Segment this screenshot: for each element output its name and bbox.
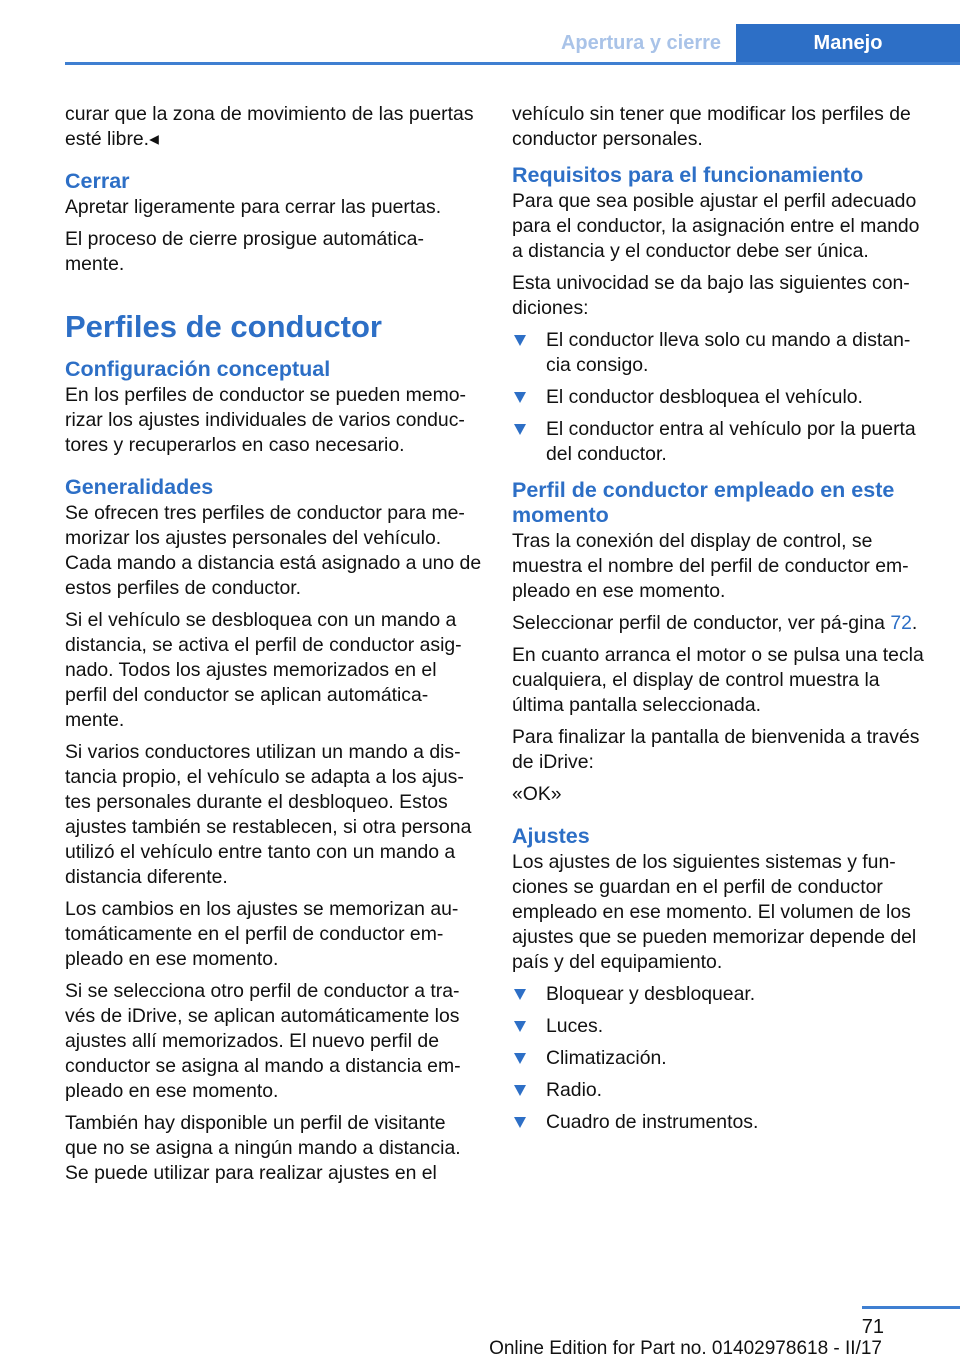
left-column bbox=[65, 102, 483, 1193]
generalidades-paragraph-2: Si el vehículo se desbloquea con un mando a distancia, se activa el perfil de conductor asig-nado. Todos los ajustes memorizados en el perfil del conductor se aplican automática-mente. bbox=[65, 609, 462, 731]
heading-cerrar: Cerrar bbox=[65, 169, 130, 193]
perfil-actual-paragraph-3: En cuanto arranca el motor o se pulsa una tecla cualquiera, el display de control muestra la última pantalla seleccionada. bbox=[512, 644, 924, 716]
edition-footer: Online Edition for Part no. 01402978618 - II/17 bbox=[489, 1338, 882, 1359]
heading-generalidades: Generalidades bbox=[65, 475, 214, 499]
requisitos-list bbox=[512, 328, 930, 467]
right-column bbox=[512, 102, 930, 1142]
heading-requisitos: Requisitos para el funcionamiento bbox=[512, 163, 864, 187]
list-item: El conductor lleva solo cu mando a distan-cia consigo. bbox=[512, 328, 930, 378]
ajustes-list bbox=[512, 982, 930, 1135]
list-item: El conductor desbloquea el vehículo. bbox=[512, 385, 930, 410]
perfil-actual-paragraph-2: Seleccionar perfil de conductor, ver pá-gina 72. bbox=[512, 612, 918, 634]
perfil-actual-paragraph-1: Tras la conexión del display de control, se muestra el nombre del perfil de conductor em-pleado en ese momento. bbox=[512, 530, 909, 602]
ajustes-paragraph-1: Los ajustes de los siguientes sistemas y fun-ciones se guardan en el perfil de conductor empleado en ese momento. El volumen de los ajustes que se pueden memorizar depende del país y del equipamiento. bbox=[512, 851, 917, 973]
heading-configuracion-conceptual: Configuración conceptual bbox=[65, 357, 331, 381]
list-item: Radio. bbox=[512, 1078, 930, 1103]
page-reference-link[interactable]: 72 bbox=[890, 612, 912, 634]
triangle-bullet-icon bbox=[514, 1117, 526, 1128]
continuation-paragraph: vehículo sin tener que modificar los perfiles de conductor personales. bbox=[512, 103, 911, 150]
perfil-actual-paragraph-4: Para finalizar la pantalla de bienvenida a través de iDrive: bbox=[512, 726, 920, 773]
cerrar-paragraph-1: Apretar ligeramente para cerrar las puertas. bbox=[65, 196, 442, 218]
triangle-bullet-icon bbox=[514, 1053, 526, 1064]
triangle-bullet-icon bbox=[514, 424, 526, 435]
footer-divider bbox=[862, 1306, 960, 1309]
generalidades-paragraph-5: Si se selecciona otro perfil de conductor a tra-vés de iDrive, se aplican automáticamente los ajustes allí memorizados. El nuevo perfil de conductor se asigna al mando a distancia em-pleado en ese momento. bbox=[65, 980, 461, 1102]
generalidades-paragraph-1: Se ofrecen tres perfiles de conductor para me-morizar los ajustes personales del vehículo. Cada mando a distancia está asignado a uno de estos perfiles de conductor. bbox=[65, 502, 482, 599]
heading-perfil-actual: Perfil de conductor empleado en este momento bbox=[512, 478, 895, 527]
cerrar-paragraph-2: El proceso de cierre prosigue automática-mente. bbox=[65, 228, 424, 275]
list-item: Luces. bbox=[512, 1014, 930, 1039]
header-chapter-tab[interactable]: Manejo bbox=[736, 24, 960, 62]
generalidades-paragraph-3: Si varios conductores utilizan un mando a dis-tancia propio, el vehículo se adapta a los ajus-tes personales durante el desbloqueo. Estos ajustes también se restablecen, si otra persona utilizó el vehículo entre tanto con un mando a distancia diferente. bbox=[65, 741, 472, 888]
list-item: Cuadro de instrumentos. bbox=[512, 1110, 930, 1135]
config-paragraph: En los perfiles de conductor se pueden memo-rizar los ajustes individuales de varios conduc-tores y recuperarlos en caso necesario. bbox=[65, 384, 466, 456]
generalidades-paragraph-6: También hay disponible un perfil de visitante que no se asigna a ningún mando a distancia. Se puede utilizar para realizar ajustes en el bbox=[65, 1112, 461, 1184]
triangle-bullet-icon bbox=[514, 392, 526, 403]
requisitos-paragraph-2: Esta univocidad se da bajo las siguientes con-diciones: bbox=[512, 272, 910, 319]
triangle-bullet-icon bbox=[514, 335, 526, 346]
generalidades-paragraph-4: Los cambios en los ajustes se memorizan au-tomáticamente en el perfil de conductor em-pleado en ese momento. bbox=[65, 898, 459, 970]
triangle-bullet-icon bbox=[514, 989, 526, 1000]
intro-paragraph: curar que la zona de movimiento de las puertas esté libre.◂ bbox=[65, 103, 474, 150]
triangle-bullet-icon bbox=[514, 1021, 526, 1032]
heading-ajustes: Ajustes bbox=[512, 824, 590, 848]
page-number: 71 bbox=[861, 1316, 884, 1338]
header-section-tab[interactable]: Apertura y cierre bbox=[560, 32, 722, 54]
list-item: El conductor entra al vehículo por la puerta del conductor. bbox=[512, 417, 930, 467]
page-header bbox=[65, 24, 960, 65]
perfil-actual-paragraph-5: «OK» bbox=[512, 783, 562, 805]
list-item: Climatización. bbox=[512, 1046, 930, 1071]
heading-perfiles-de-conductor: Perfiles de conductor bbox=[65, 309, 382, 344]
triangle-bullet-icon bbox=[514, 1085, 526, 1096]
requisitos-paragraph-1: Para que sea posible ajustar el perfil adecuado para el conductor, la asignación entre el mando a distancia y el conductor debe ser única. bbox=[512, 190, 920, 262]
list-item: Bloquear y desbloquear. bbox=[512, 982, 930, 1007]
